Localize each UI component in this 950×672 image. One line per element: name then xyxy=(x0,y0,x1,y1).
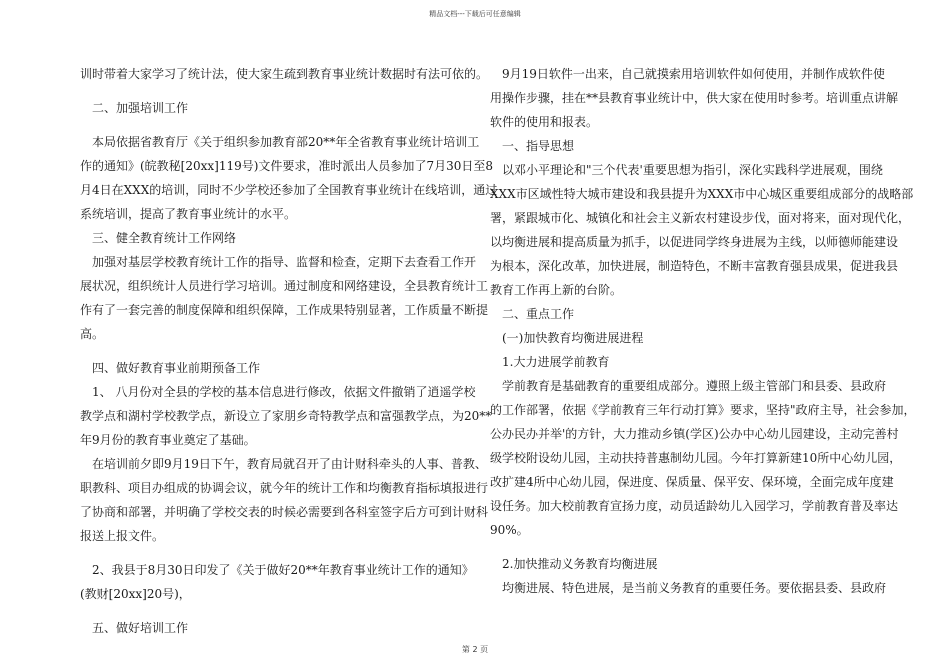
page-number: 第 2 页 xyxy=(461,645,489,654)
text-line: 级学校附设幼儿园，主动扶持普惠制幼儿园。今年打算新建10所中心幼儿园， xyxy=(490,451,902,465)
text-line: 90%。 xyxy=(490,523,529,537)
text-line: 系统培训，提高了教育事业统计的水平。 xyxy=(80,207,297,221)
paragraph xyxy=(80,616,460,640)
text-line: 设任务。加大校前教育宣扬力度，动员适龄幼儿入园学习，学前教育普及率达 xyxy=(490,499,899,513)
text-line: 改扩建4所中心幼儿园，保进度、保质量、保平安、保环境，全面完成年度建 xyxy=(490,475,894,489)
text-line: 学前教育是基础教育的重要组成部分。遵照上级主管部门和县委、县政府 xyxy=(502,379,887,393)
text-line: 加强对基层学校教育统计工作的指导、监督和检查，定期下去查看工作开 xyxy=(92,255,477,269)
paragraph xyxy=(80,96,460,120)
text-line: 本局依据省教育厅《关于组织参加教育部20**年全省教育事业统计培训工 xyxy=(92,135,480,149)
text-line: 的工作部署，依据《学前教育三年行动打算》要求，坚持"政府主导，社会参加， xyxy=(490,403,916,417)
paragraph xyxy=(490,158,914,302)
text-line: 报送上报文件。 xyxy=(80,529,165,543)
text-line: 训时带着大家学习了统计法，使大家生疏到教育事业统计数据时有法可依的。 xyxy=(80,67,489,81)
paragraph xyxy=(80,226,460,250)
text-line: 署，紧跟城市化、城镇化和社会主义新农村建设步伐，面对将来，面对现代化， xyxy=(490,211,911,225)
text-line: 二、加强培训工作 xyxy=(92,101,189,115)
text-line: 软件的使用和报表。 xyxy=(490,115,599,129)
text-line: 职教科、项目办组成的协调会议，就今年的统计工作和均衡教育指标填报进行 xyxy=(80,481,489,495)
paragraph xyxy=(490,576,887,600)
text-line: 教育工作再上新的台阶。 xyxy=(490,283,623,297)
right-column xyxy=(490,62,916,600)
paragraph xyxy=(490,374,916,542)
text-line: 一、指导思想 xyxy=(502,139,575,153)
text-line: 以邓小平理论和"三个代表'重要思想为指引，深化实践科学进展观，围绕 xyxy=(502,163,883,177)
text-line: 三、健全教育统计工作网络 xyxy=(92,231,237,245)
text-line: 用操作步骤，挂在**县教育事业统计中，供大家在使用时参考。培训重点讲解 xyxy=(490,91,899,105)
text-line: 1.大力进展学前教育 xyxy=(502,355,610,369)
left-column xyxy=(80,62,498,640)
paragraph xyxy=(490,552,870,576)
paragraph xyxy=(80,356,460,380)
text-line: 月4日在XXX的培训，同时不少学校还参加了全国教育事业统计在线培训，通过 xyxy=(80,183,498,197)
text-line: 公办民办并举'的方针，大力推动乡镇(学区)公办中心幼儿园建设，主动完善村 xyxy=(490,427,899,441)
paragraph xyxy=(490,350,870,374)
text-line: 作有了一套完善的制度保障和组织保障，工作成果特别显著，工作质量不断提 xyxy=(80,303,489,317)
text-line: 了协商和部署，并明确了学校交表的时候必需要到各科室签字后方可到计财科 xyxy=(80,505,489,519)
page-header: 精品文档---下载后可任意编辑 xyxy=(429,10,521,18)
paragraph xyxy=(490,134,870,158)
paragraph xyxy=(80,130,498,226)
text-line: XXX市区域性特大城市建设和我县提升为XXX市中心城区重要组成部分的战略部 xyxy=(490,187,914,201)
text-line: (一)加快教育均衡进展进程 xyxy=(502,331,644,345)
paragraph xyxy=(490,302,870,326)
text-line: 以均衡进展和提高质量为抓手，以促进同学终身进展为主线，以师德师能建设 xyxy=(490,235,899,249)
text-line: 展状况，组织统计人员进行学习培训。通过制度和网络建设，全县教育统计工 xyxy=(80,279,489,293)
text-line: 为根本，深化改革，加快进展，制造特色，不断丰富教育强县成果，促进我县 xyxy=(490,259,899,273)
text-line: (教财[20xx]20号)， xyxy=(80,587,191,601)
text-line: 教学点和湖村学校教学点，新设立了家朋乡奇特教学点和富强教学点，为20** xyxy=(80,409,492,423)
text-line: 2、我县于8月30日印发了《关于做好20**年教育事业统计工作的通知》 xyxy=(92,563,474,577)
text-line: 在培训前夕即9月19日下午，教育局就召开了由计财科牵头的人事、普教、 xyxy=(92,457,487,471)
text-line: 2.加快推动义务教育均衡进展 xyxy=(502,557,658,571)
paragraph xyxy=(490,62,899,134)
text-line: 二、重点工作 xyxy=(502,307,575,321)
text-line: 四、做好教育事业前期预备工作 xyxy=(92,361,261,375)
paragraph xyxy=(490,326,870,350)
text-line: 1、 八月份对全县的学校的基本信息进行修改，依据文件撤销了逍遥学校 xyxy=(92,385,476,399)
paragraph xyxy=(80,62,489,86)
text-line: 均衡进展、特色进展，是当前义务教育的重要任务。要依据县委、县政府 xyxy=(502,581,887,595)
paragraph xyxy=(80,380,492,452)
paragraph xyxy=(80,452,489,548)
text-line: 作的通知》(皖教秘[20xx]119号)文件要求，准时派出人员参加了7月30日至8 xyxy=(80,159,493,173)
text-line: 五、做好培训工作 xyxy=(92,621,189,635)
text-line: 高。 xyxy=(80,327,105,341)
paragraph xyxy=(80,558,474,606)
text-line: 9月19日软件一出来，自己就摸索用培训软件如何使用，并制作成软件使 xyxy=(502,67,885,81)
text-line: 年9月份的教育事业奠定了基础。 xyxy=(80,433,256,447)
paragraph xyxy=(80,250,489,346)
